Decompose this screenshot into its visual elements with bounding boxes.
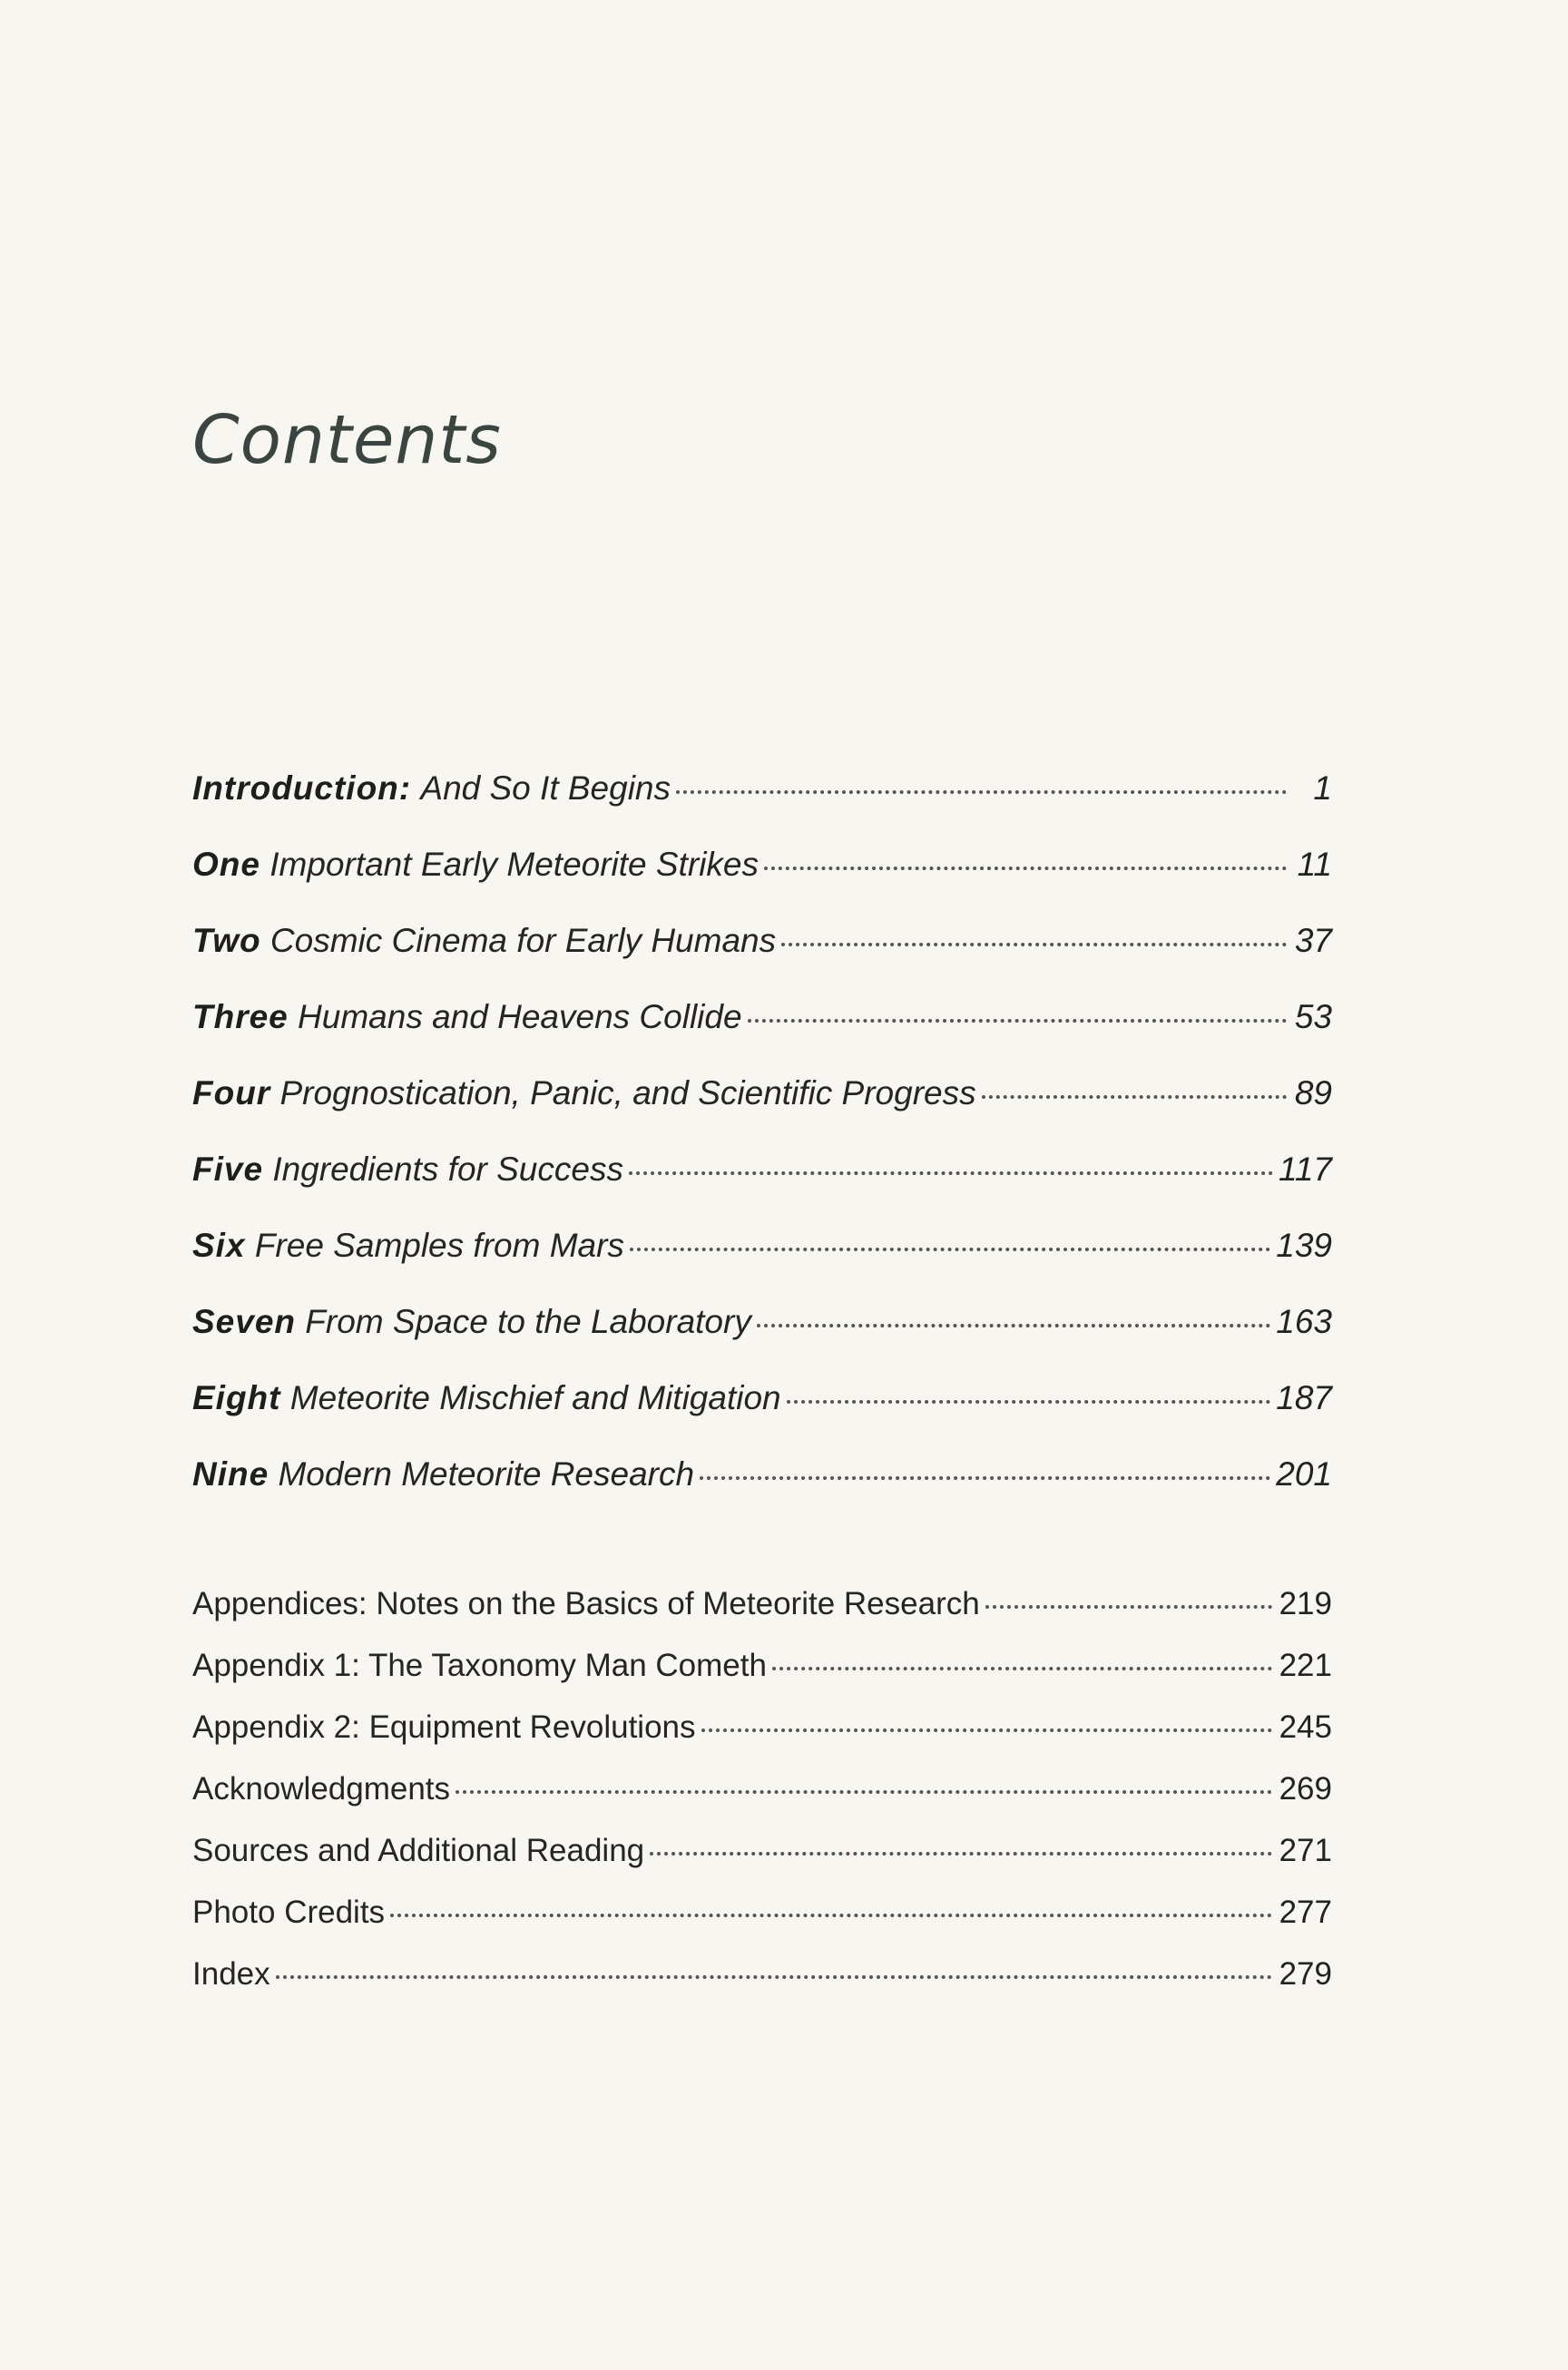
chapter-number: Introduction: (192, 769, 412, 807)
toc-entry-photo-credits[interactable] (192, 1895, 1332, 1942)
dot-leader (700, 1476, 1270, 1480)
toc-entry-chapter-three[interactable] (192, 998, 1332, 1049)
toc-entry-introduction[interactable] (192, 769, 1332, 820)
toc-entry-acknowledgments[interactable] (192, 1771, 1332, 1818)
entry-title: Acknowledgments (192, 1771, 451, 1807)
chapter-number: Five (192, 1151, 264, 1188)
chapter-title: Cosmic Cinema for Early Humans (270, 922, 777, 959)
chapter-title: And So It Begins (420, 769, 671, 807)
dot-leader (748, 1019, 1287, 1023)
toc-entry-chapter-nine[interactable] (192, 1455, 1332, 1506)
chapter-title: Free Samples from Mars (254, 1227, 624, 1264)
toc-entry-appendix-2[interactable] (192, 1709, 1332, 1757)
toc-entry-appendices[interactable] (192, 1586, 1332, 1633)
toc-entry-chapter-six[interactable] (192, 1227, 1332, 1278)
page-number: 269 (1279, 1771, 1332, 1807)
page-number: 1 (1313, 769, 1332, 807)
page-number: 279 (1279, 1956, 1332, 1992)
chapter-title: Meteorite Mischief and Mitigation (289, 1379, 781, 1416)
entry-title: Appendix 2: Equipment Revolutions (192, 1709, 696, 1745)
page-number: 245 (1279, 1709, 1332, 1745)
chapter-title: Humans and Heavens Collide (298, 998, 742, 1035)
entry-title: Appendix 1: The Taxonomy Man Cometh (192, 1648, 767, 1683)
chapter-title: Important Early Meteorite Strikes (270, 846, 759, 883)
chapter-number: Nine (192, 1455, 270, 1493)
toc-entry-sources[interactable] (192, 1833, 1332, 1880)
chapter-number: Eight (192, 1379, 281, 1416)
toc-entry-chapter-four[interactable] (192, 1074, 1332, 1125)
entry-title: Sources and Additional Reading (192, 1833, 645, 1868)
page-number: 277 (1279, 1895, 1332, 1930)
dot-leader (701, 1729, 1272, 1732)
dot-leader (757, 1324, 1270, 1327)
toc-entry-chapter-seven[interactable] (192, 1303, 1332, 1354)
dot-leader (982, 1095, 1287, 1099)
chapter-number: One (192, 846, 260, 883)
chapter-number: Three (192, 998, 289, 1035)
chapter-title: Ingredients for Success (272, 1151, 623, 1188)
chapter-number: Four (192, 1074, 271, 1112)
toc-entry-chapter-eight[interactable] (192, 1379, 1332, 1430)
dot-leader (772, 1667, 1272, 1670)
entry-title: Appendices: Notes on the Basics of Meteorite Research (192, 1586, 980, 1621)
chapter-number: Six (192, 1227, 246, 1264)
page-number: 163 (1276, 1303, 1332, 1340)
page-number: 53 (1294, 998, 1332, 1035)
page-number: 201 (1276, 1455, 1332, 1493)
chapter-number: Seven (192, 1303, 297, 1340)
page-number: 271 (1279, 1833, 1332, 1868)
entry-title: Photo Credits (192, 1895, 386, 1930)
dot-leader (629, 1171, 1273, 1175)
page-number: 219 (1279, 1586, 1332, 1621)
dot-leader (390, 1914, 1272, 1917)
dot-leader (630, 1248, 1270, 1251)
dot-leader (764, 867, 1287, 870)
toc-entry-index[interactable] (192, 1956, 1332, 2003)
dot-leader (787, 1400, 1271, 1404)
toc-entry-chapter-two[interactable] (192, 922, 1332, 973)
toc-entry-appendix-1[interactable] (192, 1648, 1332, 1695)
page-number: 89 (1294, 1074, 1332, 1112)
dot-leader (650, 1852, 1272, 1856)
page-number: 11 (1297, 846, 1332, 883)
dot-leader (676, 790, 1287, 794)
entry-title: Index (192, 1956, 270, 1992)
dot-leader (781, 943, 1287, 946)
page-title: Contents (192, 401, 502, 479)
chapter-title: Modern Meteorite Research (278, 1455, 695, 1493)
dot-leader (456, 1790, 1272, 1794)
page-number: 187 (1276, 1379, 1332, 1416)
toc-entry-chapter-one[interactable] (192, 846, 1332, 896)
chapter-title: Prognostication, Panic, and Scientific Progress (279, 1074, 976, 1112)
chapter-number: Two (192, 922, 261, 959)
page-number: 117 (1279, 1151, 1332, 1188)
dot-leader (985, 1605, 1272, 1609)
page-number: 221 (1279, 1648, 1332, 1683)
chapter-title: From Space to the Laboratory (305, 1303, 751, 1340)
toc-entry-chapter-five[interactable] (192, 1151, 1332, 1201)
page-number: 37 (1294, 922, 1332, 959)
page-number: 139 (1276, 1227, 1332, 1264)
dot-leader (276, 1975, 1272, 1979)
